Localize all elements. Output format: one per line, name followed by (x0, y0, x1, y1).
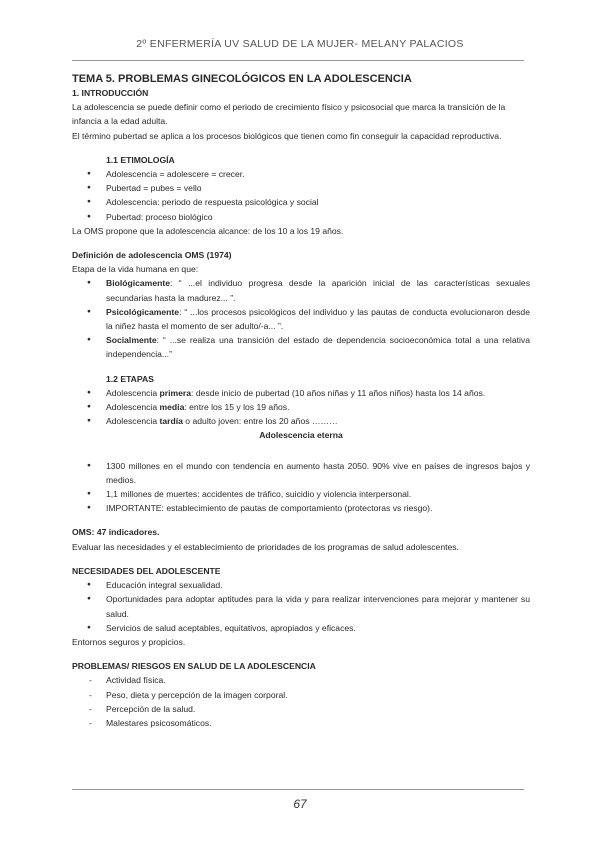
term-text: : “ ...el individuo progresa desde la aparición inicial de las características sexuales secundarias hasta la madurez... ”. (106, 278, 530, 303)
etapa-prefix: Adolescencia (106, 402, 160, 413)
etimologia-heading: 1.1 ETIMOLOGÍA (106, 154, 175, 165)
intro-heading: 1. INTRODUCCIÓN (72, 88, 149, 98)
entornos-text: Entornos seguros y propicios. (72, 636, 186, 647)
page-title: TEMA 5. PROBLEMAS GINECOLÓGICOS EN LA ADOLESCENCIA (72, 73, 412, 85)
intro-paragraph-2: El término pubertad se aplica a los procesos biológicos que tienen como fin conseguir la capacidad reproductiva. (72, 130, 502, 141)
oms-definition-heading: Definición de adolescencia OMS (1974) (72, 250, 232, 261)
oms-definition-list (72, 276, 530, 361)
list-item: ● Servicios de salud aceptables, equitativos, apropiados y eficaces. (72, 621, 530, 635)
document-body (72, 72, 530, 730)
list-item (72, 333, 530, 361)
etimologia-list (72, 167, 530, 224)
adolescencia-eterna: Adolescencia eterna (259, 430, 343, 441)
problemas-list (72, 673, 530, 730)
list-item: ● 1300 millones en el mundo con tendencia en aumento hasta 2050. 90% vive en países de ingresos bajos y medios. (72, 459, 530, 487)
oms-47-heading: OMS: 47 indicadores. (72, 527, 160, 538)
stats-list (72, 459, 530, 516)
page-header: 2º ENFERMERÍA UV SALUD DE LA MUJER- MELANY PALACIOS (136, 38, 464, 50)
footer-divider (72, 789, 524, 790)
list-item: ● Educación integral sexualidad. (72, 578, 530, 592)
list-item (72, 386, 530, 400)
term-text: : “ ...los procesos psicológicos del individuo y las pautas de conducta evolucionaron desde la niñez hasta el momento de ser adulto/-a... ”. (106, 306, 530, 332)
oms-age-range: La OMS propone que la adolescencia alcance: de los 10 a los 19 años. (72, 225, 344, 236)
page-number: 67 (293, 797, 307, 811)
list-item (72, 305, 530, 333)
etapa-name: primera (159, 387, 192, 398)
etapa-text: : desde inicio de pubertad (10 años niñas y 11 años niños) hasta los 14 años. (191, 387, 486, 398)
etapa-name: media (159, 402, 185, 413)
list-item: ● Pubertad: proceso biológico (72, 210, 530, 224)
header-divider (72, 60, 524, 61)
list-item (72, 276, 530, 304)
oms-47-text: Evaluar las necesidades y el establecimiento de prioridades de los programas de salud adolescentes. (72, 541, 459, 552)
etapas-list (72, 386, 530, 429)
problemas-heading: PROBLEMAS/ RIESGOS EN SALUD DE LA ADOLESCENCIA (72, 661, 316, 672)
list-item (72, 414, 530, 428)
list-item: ● Oportunidades para adoptar aptitudes para la vida y para realizar intervenciones para mejorar y mantener su salud. (72, 592, 530, 620)
list-item (72, 400, 530, 414)
list-item: ● Adolescencia = adolescere = crecer. (72, 167, 530, 181)
list-item: - Peso, dieta y percepción de la imagen corporal. (72, 688, 530, 702)
necesidades-heading: NECESIDADES DEL ADOLESCENTE (72, 565, 221, 576)
term-biologicamente: Biológicamente (106, 278, 170, 289)
list-item: ● Adolescencia: periodo de respuesta psicológica y social (72, 195, 530, 209)
list-item: ● IMPORTANTE: establecimiento de pautas de comportamiento (protectoras vs riesgo). (72, 501, 530, 515)
oms-definition-intro: Etapa de la vida humana en que: (72, 264, 199, 275)
etapa-prefix: Adolescencia (106, 416, 160, 427)
list-item: ● 1,1 millones de muertes: accidentes de tráfico, suicidio y violencia interpersonal. (72, 487, 530, 501)
list-item: ● Pubertad = pubes = vello (72, 181, 530, 195)
etapa-name: tardía (159, 416, 183, 427)
etapas-heading: 1.2 ETAPAS (106, 373, 154, 384)
etapa-prefix: Adolescencia (106, 387, 160, 398)
list-item: - Actividad física. (72, 673, 530, 687)
intro-paragraph-1: La adolescencia se puede definir como el periodo de crecimiento físico y psicosocial que marca la transición de la infancia a la edad adulta. (72, 102, 506, 127)
list-item: - Malestares psicosomáticos. (72, 716, 530, 730)
term-text: : “ ...se realiza una transición del estado de dependencia socioeconómica total a una relativa independencia...” (106, 335, 530, 360)
term-socialmente: Socialmente (106, 335, 157, 346)
etapa-text: : entre los 15 y los 19 años. (184, 402, 290, 413)
necesidades-list (72, 578, 530, 635)
term-psicologicamente: Psicológicamente (106, 306, 180, 317)
etapa-text: o adulto joven: entre los 20 años ……… (182, 416, 338, 427)
list-item: - Percepción de la salud. (72, 702, 530, 716)
